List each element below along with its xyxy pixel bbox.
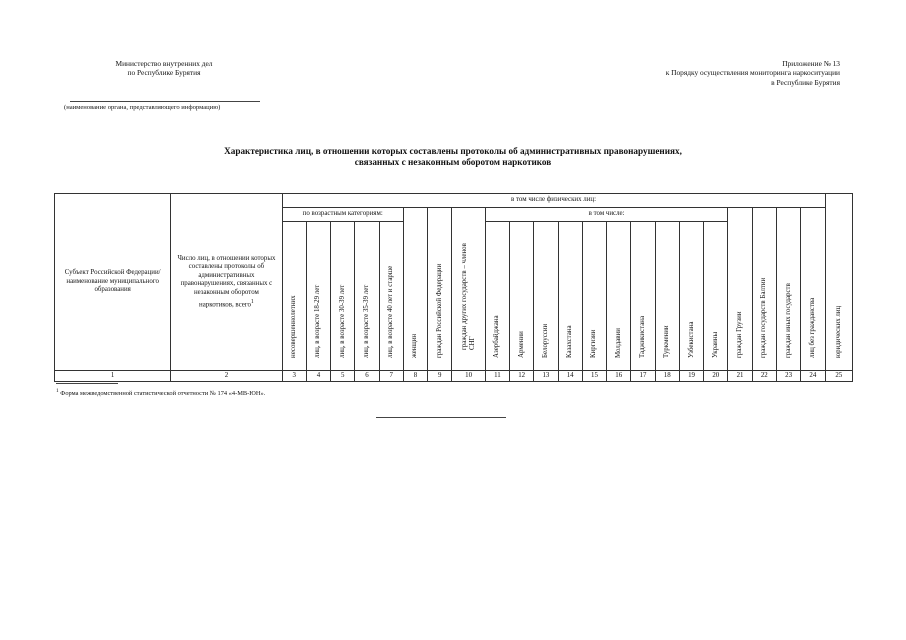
header-c3 (282, 222, 306, 371)
header-including: в том числе: (485, 208, 728, 222)
col-number: 17 (631, 371, 655, 382)
header-c25 (825, 194, 852, 371)
header-c17-text: Таджикистана (638, 315, 646, 358)
header-c20-text: Украины (711, 331, 719, 358)
header-c23 (776, 208, 800, 371)
appendix-number: Приложение № 13 (782, 59, 840, 68)
header-total-text: Число лиц, в отношении которых составлены протоколы об административных правонарушениях, связанных с незаконным оборотом наркотиков, всего (177, 254, 276, 308)
footnote-separator (56, 383, 118, 384)
header-c9-text: граждан Российской Федерации (435, 263, 443, 358)
header-c18-text: Туркмении (663, 325, 671, 358)
title-line-2: связанных с незаконным оборотом наркотиков (354, 157, 552, 167)
header-age-categories: по возрастным категориям: (282, 208, 403, 222)
header-c21-text: граждан Грузии (736, 311, 744, 358)
header-c12 (510, 222, 534, 371)
header-c24-text: лиц без гражданства (808, 297, 816, 358)
col-number: 8 (403, 371, 427, 382)
end-line (376, 417, 506, 418)
col-number: 12 (510, 371, 534, 382)
header-c11-text: Азербайджана (493, 315, 501, 358)
ministry-header (64, 59, 264, 78)
footnote-sup: 1 (56, 388, 59, 394)
header-c15-text: Киргизии (590, 329, 598, 358)
ministry-region: по Республике Бурятия (127, 68, 201, 78)
col-number: 13 (534, 371, 558, 382)
col-number: 20 (704, 371, 728, 382)
appendix-ref: к Порядку осуществления мониторинга наркоситуации (665, 68, 840, 78)
header-c7 (379, 222, 403, 371)
header-c11 (485, 222, 509, 371)
col-number: 1 (55, 371, 171, 382)
col-number: 6 (355, 371, 379, 382)
col-number: 22 (752, 371, 776, 382)
col-number: 2 (171, 371, 282, 382)
header-physical-persons: в том числе физических лиц: (282, 194, 825, 208)
header-total (171, 194, 282, 371)
col-number: 3 (282, 371, 306, 382)
col-number: 14 (558, 371, 582, 382)
header-c8-text: женщин (411, 333, 419, 358)
header-c6 (355, 222, 379, 371)
header-c6-text: лиц, в возрасте 35-39 лет (362, 284, 370, 358)
title-line-1: Характеристика лиц, в отношении которых составлены протоколы об административных правонарушениях, (224, 146, 682, 156)
col-number: 16 (607, 371, 631, 382)
appendix-region: в Республике Бурятия (771, 77, 840, 87)
appendix-header (600, 59, 840, 87)
header-c22-text: граждан государств Балтии (760, 277, 768, 358)
col-number: 7 (379, 371, 403, 382)
column-number-row (55, 371, 853, 382)
header-c10 (452, 208, 485, 371)
header-c9 (428, 208, 452, 371)
col-number: 10 (452, 371, 485, 382)
ministry-name: Министерство внутренних дел (115, 59, 213, 68)
header-c5-text: лиц, в возрасте 30-39 лет (338, 284, 346, 358)
col-number: 23 (776, 371, 800, 382)
header-c16-text: Молдавии (614, 328, 622, 358)
header-c24 (801, 208, 825, 371)
header-c20 (704, 222, 728, 371)
document-title (150, 146, 756, 168)
header-c4-text: лиц, в возрасте 18-29 лет (314, 284, 322, 358)
header-c13-text: Белоруссии (541, 323, 549, 358)
header-c13 (534, 222, 558, 371)
footnote-text: Форма межведомственной статистической отчетности № 174 «4-МВ-ЮН». (60, 390, 266, 398)
header-total-sup: 1 (250, 298, 254, 305)
header-c14 (558, 222, 582, 371)
header-c12-text: Армении (517, 331, 525, 358)
col-number: 4 (306, 371, 330, 382)
header-c23-text: граждан иных государств (784, 283, 792, 358)
header-c7-text: лиц, в возрасте 40 лет и старше (387, 265, 395, 358)
header-c8 (403, 208, 427, 371)
header-c21 (728, 208, 752, 371)
col-number: 5 (331, 371, 355, 382)
header-c16 (607, 222, 631, 371)
col-number: 9 (428, 371, 452, 382)
statistics-table (54, 193, 853, 382)
header-c3-text: несовершеннолетних (290, 295, 298, 358)
header-c19 (679, 222, 703, 371)
col-number: 24 (801, 371, 825, 382)
col-number: 21 (728, 371, 752, 382)
header-subject: Субъект Российской Федерации/ наименование муниципального образования (55, 194, 171, 371)
col-number: 25 (825, 371, 852, 382)
header-c25-text: юридических лиц (834, 305, 842, 358)
header-c5 (331, 222, 355, 371)
header-c18 (655, 222, 679, 371)
col-number: 19 (679, 371, 703, 382)
header-c22 (752, 208, 776, 371)
col-number: 11 (485, 371, 509, 382)
col-number: 18 (655, 371, 679, 382)
org-name-line (70, 101, 260, 102)
footnote (56, 388, 265, 397)
header-c15 (582, 222, 606, 371)
header-c4 (306, 222, 330, 371)
header-c10-text: граждан других государств – членов СНГ (460, 243, 476, 350)
org-caption: (наименование органа, представляющего информацию) (64, 104, 221, 111)
col-number: 15 (582, 371, 606, 382)
header-c14-text: Казахстана (566, 325, 574, 358)
header-c17 (631, 222, 655, 371)
header-c19-text: Узбекистана (687, 321, 695, 358)
